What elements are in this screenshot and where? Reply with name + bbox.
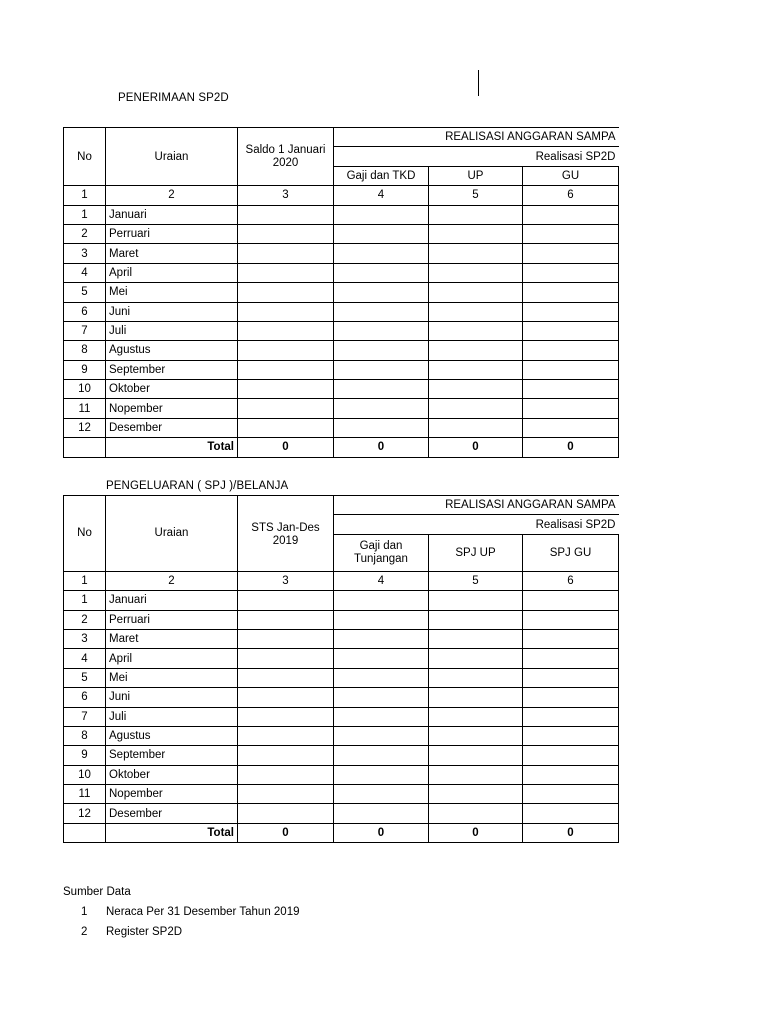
- text-cursor: [478, 70, 479, 96]
- empty-value-cell: [238, 649, 334, 668]
- empty-value-cell: [238, 765, 334, 784]
- total-value: 0: [523, 438, 619, 457]
- header-sts: STS Jan-Des 2019: [238, 496, 334, 572]
- empty-value-cell: [523, 746, 619, 765]
- empty-value-cell: [238, 746, 334, 765]
- table-row: [64, 205, 619, 224]
- total-value: 0: [334, 438, 429, 457]
- sumber-item-text: Register SP2D: [106, 926, 183, 938]
- empty-value-cell: [429, 224, 523, 243]
- empty-value-cell: [523, 591, 619, 610]
- empty-value-cell: [238, 726, 334, 745]
- row-number: 10: [64, 765, 106, 784]
- empty-value-cell: [334, 360, 429, 379]
- empty-value-cell: [429, 399, 523, 418]
- table-row: [64, 688, 619, 707]
- empty-value-cell: [334, 785, 429, 804]
- empty-value-cell: [334, 263, 429, 282]
- empty-value-cell: [429, 688, 523, 707]
- empty-value-cell: [429, 668, 523, 687]
- empty-value-cell: [429, 263, 523, 282]
- row-month: Perruari: [106, 610, 238, 629]
- empty-value-cell: [429, 360, 523, 379]
- row-month: Nopember: [106, 399, 238, 418]
- table-row: [64, 224, 619, 243]
- total-label: Total: [106, 823, 238, 842]
- empty-value-cell: [523, 399, 619, 418]
- empty-value-cell: [523, 765, 619, 784]
- empty-value-cell: [523, 263, 619, 282]
- table-row: [64, 629, 619, 648]
- row-number: 4: [64, 649, 106, 668]
- row-number: 3: [64, 244, 106, 263]
- row-month: Oktober: [106, 380, 238, 399]
- row-month: Mei: [106, 668, 238, 687]
- total-value: 0: [429, 438, 523, 457]
- row-number: 8: [64, 341, 106, 360]
- header-saldo: Saldo 1 Januari 2020: [238, 128, 334, 186]
- row-number: 9: [64, 360, 106, 379]
- empty-value-cell: [523, 726, 619, 745]
- empty-value-cell: [429, 302, 523, 321]
- header-up: UP: [429, 166, 523, 185]
- pengeluaran-body: [64, 591, 619, 824]
- empty-value-cell: [334, 244, 429, 263]
- empty-value-cell: [429, 765, 523, 784]
- empty-value-cell: [429, 380, 523, 399]
- empty-value-cell: [429, 205, 523, 224]
- table-row: [64, 726, 619, 745]
- table-row: [64, 804, 619, 823]
- table-row: [64, 302, 619, 321]
- header-spj-up: SPJ UP: [429, 534, 523, 571]
- col-num: 3: [238, 186, 334, 205]
- column-number-row: [64, 571, 619, 590]
- empty-value-cell: [334, 591, 429, 610]
- header-spj-gu: SPJ GU: [523, 534, 619, 571]
- empty-value-cell: [334, 765, 429, 784]
- row-number: 8: [64, 726, 106, 745]
- col-num: 6: [523, 186, 619, 205]
- empty-value-cell: [523, 804, 619, 823]
- empty-value-cell: [429, 649, 523, 668]
- empty-value-cell: [523, 321, 619, 340]
- empty-value-cell: [238, 418, 334, 437]
- table-row: [64, 380, 619, 399]
- row-month: Juni: [106, 302, 238, 321]
- empty-value-cell: [523, 629, 619, 648]
- row-month: Desember: [106, 804, 238, 823]
- col-num: 2: [106, 186, 238, 205]
- empty-value-cell: [523, 341, 619, 360]
- empty-value-cell: [238, 224, 334, 243]
- empty-value-cell: [238, 804, 334, 823]
- col-num: 6: [523, 571, 619, 590]
- table-row: [64, 399, 619, 418]
- total-empty-cell: [64, 823, 106, 842]
- empty-value-cell: [334, 418, 429, 437]
- total-value: 0: [238, 823, 334, 842]
- total-row: [64, 823, 619, 842]
- header-gaji-tkd: Gaji dan TKD: [334, 166, 429, 185]
- total-label: Total: [106, 438, 238, 457]
- row-number: 6: [64, 688, 106, 707]
- row-month: September: [106, 746, 238, 765]
- row-number: 5: [64, 668, 106, 687]
- row-number: 1: [64, 205, 106, 224]
- penerimaan-body: [64, 205, 619, 438]
- row-number: 5: [64, 283, 106, 302]
- row-number: 1: [64, 591, 106, 610]
- row-month: September: [106, 360, 238, 379]
- empty-value-cell: [429, 341, 523, 360]
- empty-value-cell: [238, 707, 334, 726]
- empty-value-cell: [429, 629, 523, 648]
- empty-value-cell: [429, 591, 523, 610]
- row-month: Perruari: [106, 224, 238, 243]
- col-num: 1: [64, 186, 106, 205]
- empty-value-cell: [523, 668, 619, 687]
- empty-value-cell: [238, 785, 334, 804]
- empty-value-cell: [238, 688, 334, 707]
- header-uraian: Uraian: [106, 128, 238, 186]
- row-number: 2: [64, 224, 106, 243]
- empty-value-cell: [429, 707, 523, 726]
- table-row: [64, 707, 619, 726]
- empty-value-cell: [523, 244, 619, 263]
- row-number: 9: [64, 746, 106, 765]
- table-row: [64, 244, 619, 263]
- empty-value-cell: [334, 668, 429, 687]
- col-num: 4: [334, 186, 429, 205]
- empty-value-cell: [238, 610, 334, 629]
- header-realisasi-anggaran: REALISASI ANGGARAN SAMPA: [334, 128, 619, 147]
- empty-value-cell: [523, 283, 619, 302]
- empty-value-cell: [238, 244, 334, 263]
- empty-value-cell: [238, 399, 334, 418]
- table-row: [64, 418, 619, 437]
- col-num: 5: [429, 186, 523, 205]
- row-month: Maret: [106, 244, 238, 263]
- empty-value-cell: [523, 360, 619, 379]
- header-realisasi-sp2d: Realisasi SP2D: [334, 147, 619, 166]
- empty-value-cell: [334, 629, 429, 648]
- table-row: [64, 283, 619, 302]
- row-number: 6: [64, 302, 106, 321]
- empty-value-cell: [429, 244, 523, 263]
- empty-value-cell: [334, 804, 429, 823]
- table-row: [64, 668, 619, 687]
- empty-value-cell: [523, 649, 619, 668]
- empty-value-cell: [334, 380, 429, 399]
- table-row: [64, 360, 619, 379]
- col-num: 4: [334, 571, 429, 590]
- row-month: Juni: [106, 688, 238, 707]
- row-month: Desember: [106, 418, 238, 437]
- pengeluaran-title: PENGELUARAN ( SPJ )/BELANJA: [106, 480, 289, 492]
- empty-value-cell: [238, 205, 334, 224]
- penerimaan-table: [63, 127, 619, 458]
- empty-value-cell: [334, 341, 429, 360]
- empty-value-cell: [523, 707, 619, 726]
- empty-value-cell: [429, 418, 523, 437]
- table-row: [64, 649, 619, 668]
- row-month: Mei: [106, 283, 238, 302]
- total-value: 0: [523, 823, 619, 842]
- empty-value-cell: [523, 380, 619, 399]
- table-row: [64, 785, 619, 804]
- col-num: 5: [429, 571, 523, 590]
- row-month: Agustus: [106, 726, 238, 745]
- empty-value-cell: [334, 726, 429, 745]
- empty-value-cell: [334, 283, 429, 302]
- pengeluaran-table: [63, 495, 619, 843]
- empty-value-cell: [334, 649, 429, 668]
- col-num: 3: [238, 571, 334, 590]
- header-no: No: [64, 128, 106, 186]
- empty-value-cell: [523, 785, 619, 804]
- empty-value-cell: [334, 707, 429, 726]
- empty-value-cell: [238, 360, 334, 379]
- empty-value-cell: [238, 263, 334, 282]
- column-number-row: [64, 186, 619, 205]
- table-row: [64, 610, 619, 629]
- empty-value-cell: [238, 591, 334, 610]
- row-number: 10: [64, 380, 106, 399]
- row-number: 3: [64, 629, 106, 648]
- empty-value-cell: [238, 283, 334, 302]
- row-number: 11: [64, 785, 106, 804]
- row-month: April: [106, 263, 238, 282]
- empty-value-cell: [523, 205, 619, 224]
- row-number: 4: [64, 263, 106, 282]
- row-month: Nopember: [106, 785, 238, 804]
- row-number: 2: [64, 610, 106, 629]
- row-month: Januari: [106, 591, 238, 610]
- row-month: Juli: [106, 707, 238, 726]
- empty-value-cell: [429, 283, 523, 302]
- empty-value-cell: [334, 302, 429, 321]
- table-row: [64, 591, 619, 610]
- header-uraian: Uraian: [106, 496, 238, 572]
- header-no: No: [64, 496, 106, 572]
- row-month: Januari: [106, 205, 238, 224]
- empty-value-cell: [523, 610, 619, 629]
- row-month: Oktober: [106, 765, 238, 784]
- header-realisasi-anggaran: REALISASI ANGGARAN SAMPA: [334, 496, 619, 515]
- table-row: [64, 341, 619, 360]
- empty-value-cell: [429, 785, 523, 804]
- table-row: [64, 321, 619, 340]
- sumber-item-no: 2: [81, 926, 88, 938]
- row-month: Maret: [106, 629, 238, 648]
- row-month: Juli: [106, 321, 238, 340]
- col-num: 2: [106, 571, 238, 590]
- empty-value-cell: [334, 321, 429, 340]
- row-number: 12: [64, 804, 106, 823]
- header-gaji-tunjangan: Gaji dan Tunjangan: [334, 534, 429, 571]
- table-row: [64, 263, 619, 282]
- total-row: [64, 438, 619, 457]
- empty-value-cell: [334, 224, 429, 243]
- empty-value-cell: [334, 688, 429, 707]
- total-value: 0: [429, 823, 523, 842]
- table-row: [64, 765, 619, 784]
- empty-value-cell: [238, 668, 334, 687]
- empty-value-cell: [429, 746, 523, 765]
- header-realisasi-sp2d: Realisasi SP2D: [334, 515, 619, 534]
- empty-value-cell: [429, 610, 523, 629]
- empty-value-cell: [238, 321, 334, 340]
- header-gu: GU: [523, 166, 619, 185]
- total-value: 0: [238, 438, 334, 457]
- empty-value-cell: [334, 746, 429, 765]
- empty-value-cell: [429, 321, 523, 340]
- total-empty-cell: [64, 438, 106, 457]
- row-number: 11: [64, 399, 106, 418]
- row-number: 12: [64, 418, 106, 437]
- empty-value-cell: [429, 804, 523, 823]
- empty-value-cell: [429, 726, 523, 745]
- empty-value-cell: [238, 629, 334, 648]
- table-row: [64, 746, 619, 765]
- empty-value-cell: [238, 341, 334, 360]
- sumber-data-title: Sumber Data: [63, 886, 131, 898]
- empty-value-cell: [334, 205, 429, 224]
- row-month: Agustus: [106, 341, 238, 360]
- row-number: 7: [64, 707, 106, 726]
- empty-value-cell: [238, 302, 334, 321]
- sumber-item-no: 1: [81, 906, 88, 918]
- penerimaan-title: PENERIMAAN SP2D: [118, 92, 229, 104]
- empty-value-cell: [523, 302, 619, 321]
- empty-value-cell: [238, 380, 334, 399]
- empty-value-cell: [523, 224, 619, 243]
- empty-value-cell: [523, 688, 619, 707]
- col-num: 1: [64, 571, 106, 590]
- row-month: April: [106, 649, 238, 668]
- total-value: 0: [334, 823, 429, 842]
- row-number: 7: [64, 321, 106, 340]
- sumber-item-text: Neraca Per 31 Desember Tahun 2019: [106, 906, 300, 918]
- empty-value-cell: [334, 610, 429, 629]
- empty-value-cell: [334, 399, 429, 418]
- empty-value-cell: [523, 418, 619, 437]
